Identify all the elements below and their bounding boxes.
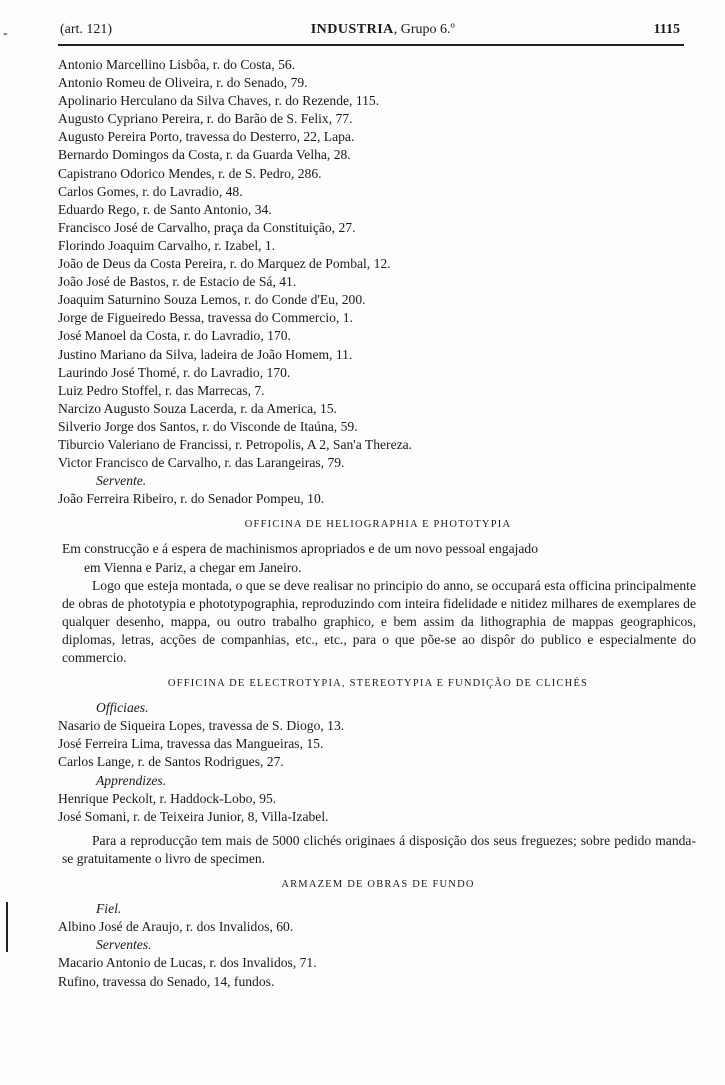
list-item: Joaquim Saturnino Souza Lemos, r. do Conde d'Eu, 200. [58, 292, 366, 308]
list-item: Florindo Joaquim Carvalho, r. Izabel, 1. [58, 237, 276, 253]
margin-bar [6, 902, 8, 952]
list-item: Narcizo Augusto Souza Lacerda, r. da America, 15. [58, 400, 337, 416]
list-item: Francisco José de Carvalho, praça da Constituição, 27. [58, 219, 356, 235]
page-number: 1115 [653, 22, 680, 37]
names-list [58, 56, 698, 472]
list-item: Carlos Gomes, r. do Lavradio, 48. [58, 183, 243, 199]
heliographia-para-1 [62, 540, 696, 576]
list-item: Henrique Peckolt, r. Haddock-Lobo, 95. [58, 790, 277, 806]
list-item: José Manoel da Costa, r. do Lavradio, 170. [58, 328, 291, 344]
heliographia-para-1-line-2: em Vienna e Pariz, a chegar em Janeiro. [84, 559, 302, 575]
list-item: Antonio Romeu de Oliveira, r. do Senado, 79. [58, 75, 308, 91]
list-item: Silverio Jorge dos Santos, r. do Visconde de Itaúna, 59. [58, 418, 358, 434]
list-item: Rufino, travessa do Senado, 14, fundos. [58, 973, 275, 989]
servente-label: Servente. [96, 473, 147, 489]
list-item: Justino Mariano da Silva, ladeira de João Homem, 11. [58, 346, 353, 362]
apprendizes-label: Apprendizes. [96, 772, 167, 788]
list-item: Carlos Lange, r. de Santos Rodrigues, 27. [58, 754, 284, 770]
fiel-label: Fiel. [96, 901, 122, 917]
list-item: Macario Antonio de Lucas, r. dos Invalidos, 71. [58, 955, 317, 971]
section-title-armazem: ARMAZEM DE OBRAS DE FUNDO [281, 879, 475, 891]
margin-mark: - [3, 26, 8, 41]
list-item: Eduardo Rego, r. de Santo Antonio, 34. [58, 201, 272, 217]
list-item: José Somani, r. de Teixeira Junior, 8, Villa-Izabel. [58, 808, 329, 824]
list-item: Luiz Pedro Stoffel, r. das Marrecas, 7. [58, 382, 265, 398]
list-item: Laurindo José Thomé, r. do Lavradio, 170. [58, 364, 291, 380]
header-article: (art. 121) [60, 22, 113, 37]
list-item: Capistrano Odorico Mendes, r. de S. Pedro, 286. [58, 165, 322, 181]
page-header [60, 22, 680, 44]
list-item: João José de Bastos, r. de Estacio de Sá, 41. [58, 274, 297, 290]
list-item: Tiburcio Valeriano de Francissi, r. Petropolis, A 2, San'a Thereza. [58, 436, 413, 452]
list-item: Augusto Pereira Porto, travessa do Desterro, 22, Lapa. [58, 129, 355, 145]
list-item: José Ferreira Lima, travessa das Mangueiras, 15. [58, 736, 324, 752]
electrotypia-note: Para a reproducção tem mais de 5000 clichés originaes á disposição dos seus freguezes; sobre pedido manda-se gratuitamente o livro de specimen. [62, 832, 696, 866]
serventes-label: Serventes. [96, 937, 152, 953]
section-title-electrotypia: OFFICINA DE ELECTROTYPIA, STEREOTYPIA E FUNDIÇÃO DE CLICHÉS [167, 678, 589, 690]
list-item: Jorge de Figueiredo Bessa, travessa do Commercio, 1. [58, 310, 353, 326]
list-item: Bernardo Domingos da Costa, r. da Guarda Velha, 28. [58, 147, 351, 163]
header-title [311, 22, 455, 38]
section-title-heliographia: OFFICINA DE HELIOGRAPHIA E PHOTOTYPIA [244, 519, 512, 531]
fiel-entry: Albino José de Araujo, r. dos Invalidos, 60. [58, 919, 294, 935]
header-rule [58, 44, 684, 46]
heliographia-para-2: Logo que esteja montada, o que se deve realisar no principio do anno, se occupará esta officina principalmente de obras de phototypia e phototypographia, reproduzindo com inteira fidelidade e nitidez milhares de exemplares de qualquer desenho, mappa, ou outro trabalho graphico, e bem assim da lithographia de mappas geographicos, diplomas, letras, acções de companhias, etc., etc., para o que põe-se ao dispôr do publico e especialmente do commercio. [62, 577, 696, 665]
list-item: Nasario de Siqueira Lopes, travessa de S. Diogo, 13. [58, 718, 345, 734]
heliographia-para-1-line-1: Em construcção e á espera de machinismos apropriados e de um novo pessoal engajado [62, 541, 539, 557]
officiaes-label: Officiaes. [96, 700, 149, 716]
list-item: João de Deus da Costa Pereira, r. do Marquez de Pombal, 12. [58, 256, 391, 272]
list-item: Antonio Marcellino Lisbôa, r. do Costa, 56. [58, 57, 296, 72]
list-item: Augusto Cypriano Pereira, r. do Barão de S. Felix, 77. [58, 111, 353, 127]
servente-entry: João Ferreira Ribeiro, r. do Senador Pompeu, 10. [58, 491, 325, 507]
header-title-bold: INDUSTRIA [310, 22, 394, 37]
list-item: Victor Francisco de Carvalho, r. das Larangeiras, 79. [58, 455, 345, 471]
page-content [58, 56, 698, 991]
list-item: Apolinario Herculano da Silva Chaves, r. do Rezende, 115. [58, 93, 380, 109]
header-title-rest: , Grupo 6.º [393, 22, 455, 37]
